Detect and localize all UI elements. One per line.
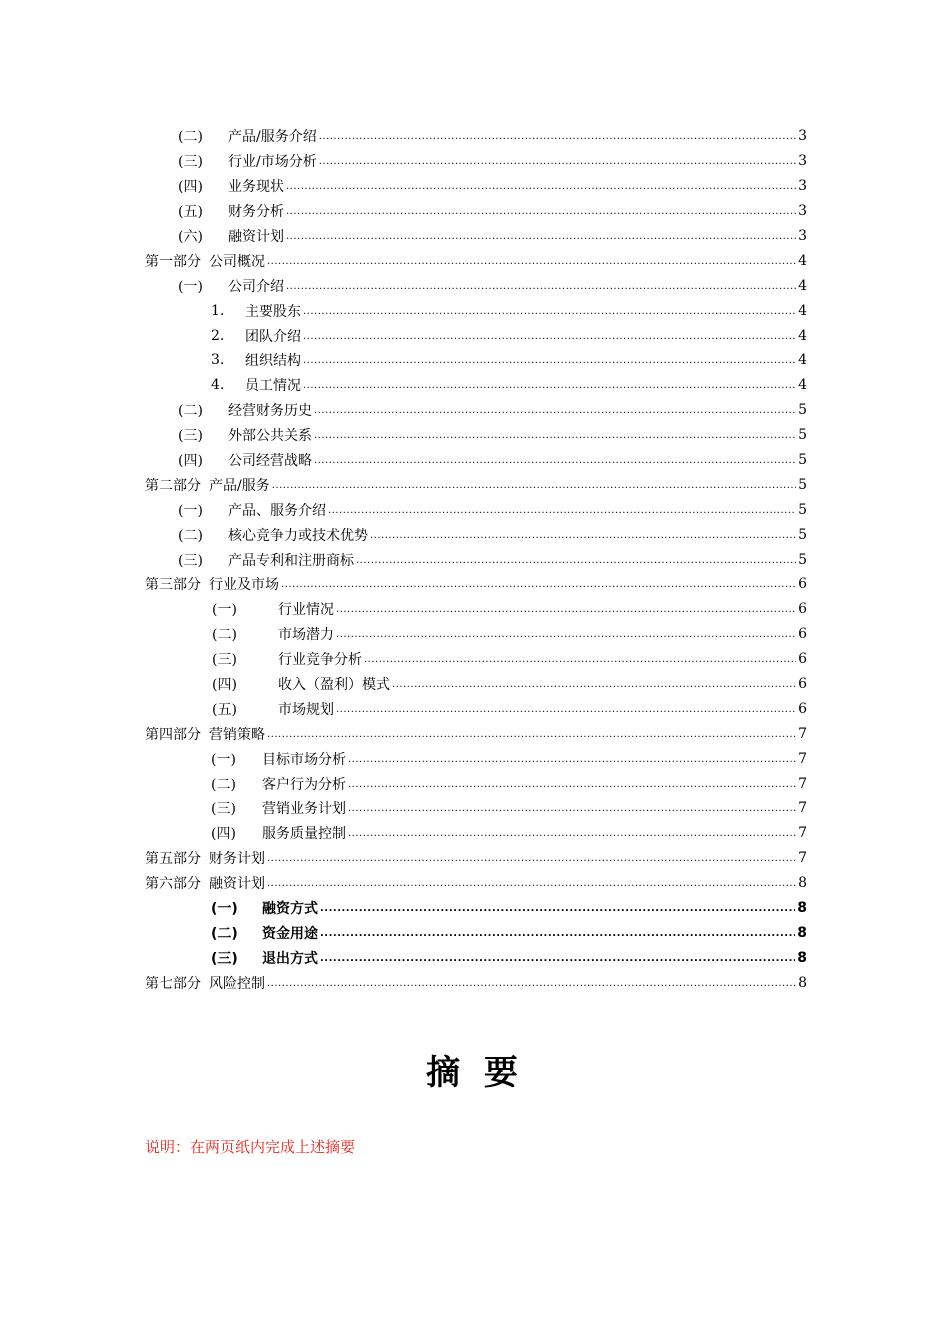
dot-leader bbox=[281, 577, 796, 593]
toc-entry-page: 6 bbox=[798, 601, 807, 618]
dot-leader bbox=[314, 403, 796, 419]
toc-entry-page: 8 bbox=[798, 875, 807, 892]
toc-entry-page: 7 bbox=[798, 750, 807, 767]
toc-entry-page: 7 bbox=[798, 775, 807, 792]
toc-entry[interactable] bbox=[0, 672, 950, 697]
toc-entry-number: 第四部分 bbox=[145, 726, 201, 743]
toc-entry[interactable] bbox=[0, 771, 950, 796]
toc-entry[interactable] bbox=[0, 174, 950, 199]
toc-entry[interactable] bbox=[0, 323, 950, 348]
toc-entry-page: 3 bbox=[798, 228, 807, 244]
toc-entry-title: 行业竞争分析 bbox=[278, 652, 362, 669]
dot-leader bbox=[267, 876, 796, 892]
toc-entry-title: 主要股东 bbox=[245, 303, 301, 320]
toc-entry-title: 核心竞争力或技术优势 bbox=[228, 527, 368, 544]
toc-entry-number: (三) bbox=[178, 428, 203, 445]
toc-entry-title: 退出方式 bbox=[262, 950, 318, 967]
dot-leader bbox=[328, 503, 796, 519]
toc-entry-title: 行业/市场分析 bbox=[228, 154, 317, 171]
toc-entry-number: (五) bbox=[178, 204, 203, 221]
toc-entry[interactable] bbox=[0, 124, 950, 149]
toc-entry-number: (四) bbox=[178, 179, 203, 196]
toc-entry-number: 第三部分 bbox=[145, 577, 201, 594]
toc-entry-page: 4 bbox=[798, 302, 807, 319]
dot-leader bbox=[272, 478, 796, 494]
toc-entry-number: (二) bbox=[178, 403, 203, 420]
dot-leader bbox=[267, 254, 796, 270]
dot-leader bbox=[370, 528, 796, 544]
toc-entry-number: (六) bbox=[178, 229, 203, 245]
toc-entry-number: (一) bbox=[178, 278, 203, 295]
toc-entry-number: (五) bbox=[212, 701, 237, 718]
dot-leader bbox=[356, 553, 796, 569]
toc-entry[interactable] bbox=[0, 647, 950, 672]
toc-entry[interactable] bbox=[0, 547, 950, 572]
toc-entry-page: 6 bbox=[798, 700, 807, 717]
toc-entry[interactable] bbox=[0, 448, 950, 473]
toc-entry-number: 第六部分 bbox=[145, 876, 201, 893]
toc-entry-number: 3. bbox=[211, 352, 225, 369]
instruction-note: 说明：在两页纸内完成上述摘要 bbox=[145, 1138, 356, 1156]
toc-entry-title: 产品专利和注册商标 bbox=[228, 552, 354, 569]
toc-entry-title: 员工情况 bbox=[245, 378, 301, 395]
toc-entry-title: 营销策略 bbox=[209, 726, 265, 743]
dot-leader bbox=[320, 951, 795, 967]
toc-entry[interactable] bbox=[0, 572, 950, 597]
toc-entry[interactable] bbox=[0, 273, 950, 298]
toc-entry[interactable] bbox=[0, 921, 950, 946]
toc-entry-page: 3 bbox=[798, 178, 807, 195]
toc-entry-title: 服务质量控制 bbox=[262, 826, 346, 843]
toc-entry[interactable] bbox=[0, 199, 950, 224]
toc-entry[interactable] bbox=[0, 472, 950, 497]
dot-leader bbox=[303, 378, 796, 394]
toc-entry-page: 5 bbox=[798, 526, 807, 543]
toc-entry[interactable] bbox=[0, 423, 950, 448]
toc-entry[interactable] bbox=[0, 871, 950, 896]
toc-entry-title: 融资计划 bbox=[228, 229, 284, 245]
toc-entry-page: 4 bbox=[798, 377, 807, 394]
toc-entry-page: 6 bbox=[798, 651, 807, 668]
dot-leader bbox=[286, 229, 796, 245]
toc-entry-number: 第二部分 bbox=[145, 477, 201, 494]
toc-entry-number: (二) bbox=[178, 527, 203, 544]
dot-leader bbox=[320, 901, 795, 917]
toc-entry-page: 8 bbox=[797, 949, 807, 966]
toc-entry-title: 资金用途 bbox=[262, 925, 318, 942]
toc-entry-title: 市场规划 bbox=[278, 701, 334, 718]
dot-leader bbox=[336, 627, 796, 643]
toc-entry-page: 8 bbox=[797, 924, 807, 941]
toc-entry-page: 3 bbox=[798, 128, 807, 145]
toc-entry-page: 5 bbox=[798, 476, 807, 493]
toc-entry-page: 4 bbox=[798, 252, 807, 269]
toc-entry-page: 7 bbox=[798, 725, 807, 742]
toc-entry-title: 公司经营战略 bbox=[228, 453, 312, 470]
toc-entry-number: 第一部分 bbox=[145, 253, 201, 270]
toc-entry[interactable] bbox=[0, 348, 950, 373]
toc-entry-page: 3 bbox=[798, 203, 807, 220]
dot-leader bbox=[364, 652, 796, 668]
toc-entry-number: (四) bbox=[212, 677, 237, 694]
toc-entry-page: 5 bbox=[798, 452, 807, 469]
toc-entry[interactable] bbox=[0, 796, 950, 821]
toc-entry[interactable] bbox=[0, 224, 950, 249]
toc-entry-title: 公司介绍 bbox=[228, 278, 284, 295]
toc-entry-number: (二) bbox=[211, 925, 238, 942]
toc-entry[interactable] bbox=[0, 821, 950, 846]
dot-leader bbox=[348, 777, 796, 793]
toc-entry-title: 业务现状 bbox=[228, 179, 284, 196]
toc-entry[interactable] bbox=[0, 149, 950, 174]
toc-entry-number: (二) bbox=[212, 627, 237, 644]
toc-entry-page: 4 bbox=[798, 327, 807, 344]
dot-leader bbox=[286, 179, 796, 195]
dot-leader bbox=[303, 329, 796, 345]
toc-entry-number: (二) bbox=[211, 776, 236, 793]
dot-leader bbox=[348, 752, 796, 768]
toc-entry[interactable] bbox=[0, 597, 950, 622]
toc-entry-number: (一) bbox=[178, 502, 203, 519]
toc-entry-page: 5 bbox=[798, 501, 807, 518]
toc-entry-page: 6 bbox=[798, 676, 807, 693]
toc-entry[interactable] bbox=[0, 522, 950, 547]
toc-entry-number: 1. bbox=[211, 302, 225, 319]
toc-entry-page: 4 bbox=[798, 352, 807, 369]
toc-entry-number: (一) bbox=[211, 751, 236, 768]
toc-entry-title: 团队介绍 bbox=[245, 328, 301, 345]
toc-entry-title: 融资方式 bbox=[262, 901, 318, 918]
toc-entry-page: 7 bbox=[798, 800, 807, 817]
toc-entry-title: 产品、服务介绍 bbox=[228, 502, 326, 519]
dot-leader bbox=[392, 677, 796, 693]
dot-leader bbox=[267, 727, 796, 743]
toc-entry-number: (二) bbox=[178, 129, 203, 146]
dot-leader bbox=[286, 279, 796, 295]
toc-entry-title: 产品/服务介绍 bbox=[228, 129, 317, 146]
toc-entry[interactable] bbox=[0, 846, 950, 871]
toc-entry[interactable] bbox=[0, 721, 950, 746]
toc-entry[interactable] bbox=[0, 398, 950, 423]
toc-entry[interactable] bbox=[0, 945, 950, 970]
toc-entry-title: 行业情况 bbox=[278, 602, 334, 619]
toc-entry-title: 客户行为分析 bbox=[262, 776, 346, 793]
toc-entry-number: (四) bbox=[211, 826, 236, 843]
toc-entry-number: 第七部分 bbox=[145, 975, 201, 992]
toc-entry-page: 7 bbox=[798, 850, 807, 867]
toc-entry-number: 4. bbox=[211, 377, 225, 394]
toc-entry-page: 6 bbox=[798, 626, 807, 643]
toc-entry[interactable] bbox=[0, 622, 950, 647]
toc-entry-title: 行业及市场 bbox=[209, 577, 279, 594]
toc-entry-title: 外部公共关系 bbox=[228, 428, 312, 445]
toc-entry-title: 营销业务计划 bbox=[262, 801, 346, 818]
toc-entry-page: 7 bbox=[798, 825, 807, 842]
dot-leader bbox=[303, 353, 796, 369]
toc-entry[interactable] bbox=[0, 248, 950, 273]
toc-entry-title: 产品/服务 bbox=[209, 477, 270, 494]
toc-entry-title: 公司概况 bbox=[209, 253, 265, 270]
toc-entry-title: 组织结构 bbox=[245, 353, 301, 370]
toc-entry-title: 融资计划 bbox=[209, 876, 265, 893]
summary-heading: 摘 要 bbox=[426, 1053, 524, 1093]
toc-entry-page: 6 bbox=[798, 576, 807, 593]
toc-entry-page: 5 bbox=[798, 402, 807, 419]
toc-entry-title: 收入（盈利）模式 bbox=[278, 677, 390, 694]
toc-entry-title: 财务分析 bbox=[228, 204, 284, 221]
table-of-contents bbox=[0, 124, 950, 995]
toc-entry[interactable] bbox=[0, 497, 950, 522]
toc-entry-number: 第五部分 bbox=[145, 851, 201, 868]
toc-entry-page: 3 bbox=[798, 153, 807, 170]
toc-entry-page: 8 bbox=[798, 974, 807, 991]
toc-entry-number: (三) bbox=[211, 950, 238, 967]
toc-entry-title: 财务计划 bbox=[209, 851, 265, 868]
toc-entry-number: (一) bbox=[212, 602, 237, 619]
dot-leader bbox=[314, 453, 796, 469]
toc-entry-number: (三) bbox=[178, 552, 203, 569]
toc-entry-number: 2. bbox=[211, 327, 225, 344]
dot-leader bbox=[348, 826, 796, 842]
toc-entry[interactable] bbox=[0, 696, 950, 721]
dot-leader bbox=[336, 602, 796, 618]
toc-entry-number: (三) bbox=[178, 154, 203, 171]
toc-entry-title: 经营财务历史 bbox=[228, 403, 312, 420]
dot-leader bbox=[267, 851, 796, 867]
toc-entry-number: (四) bbox=[178, 453, 203, 470]
dot-leader bbox=[303, 304, 796, 320]
toc-entry-number: (三) bbox=[212, 652, 237, 669]
toc-entry-number: (三) bbox=[211, 801, 236, 818]
dot-leader bbox=[319, 154, 796, 170]
toc-entry[interactable] bbox=[0, 746, 950, 771]
dot-leader bbox=[336, 702, 796, 718]
dot-leader bbox=[314, 428, 796, 444]
toc-entry-title: 目标市场分析 bbox=[262, 751, 346, 768]
dot-leader bbox=[319, 129, 796, 145]
dot-leader bbox=[348, 801, 796, 817]
toc-entry-page: 5 bbox=[798, 551, 807, 568]
toc-entry-number: (一) bbox=[211, 901, 238, 918]
toc-entry[interactable] bbox=[0, 970, 950, 995]
dot-leader bbox=[286, 204, 796, 220]
toc-entry[interactable] bbox=[0, 298, 950, 323]
toc-entry[interactable] bbox=[0, 373, 950, 398]
toc-entry-page: 8 bbox=[797, 900, 807, 917]
dot-leader bbox=[320, 926, 795, 942]
dot-leader bbox=[267, 976, 796, 992]
toc-entry-title: 风险控制 bbox=[209, 975, 265, 992]
toc-entry-page: 4 bbox=[798, 277, 807, 294]
toc-entry-title: 市场潜力 bbox=[278, 627, 334, 644]
toc-entry-page: 5 bbox=[798, 427, 807, 444]
toc-entry[interactable] bbox=[0, 896, 950, 921]
